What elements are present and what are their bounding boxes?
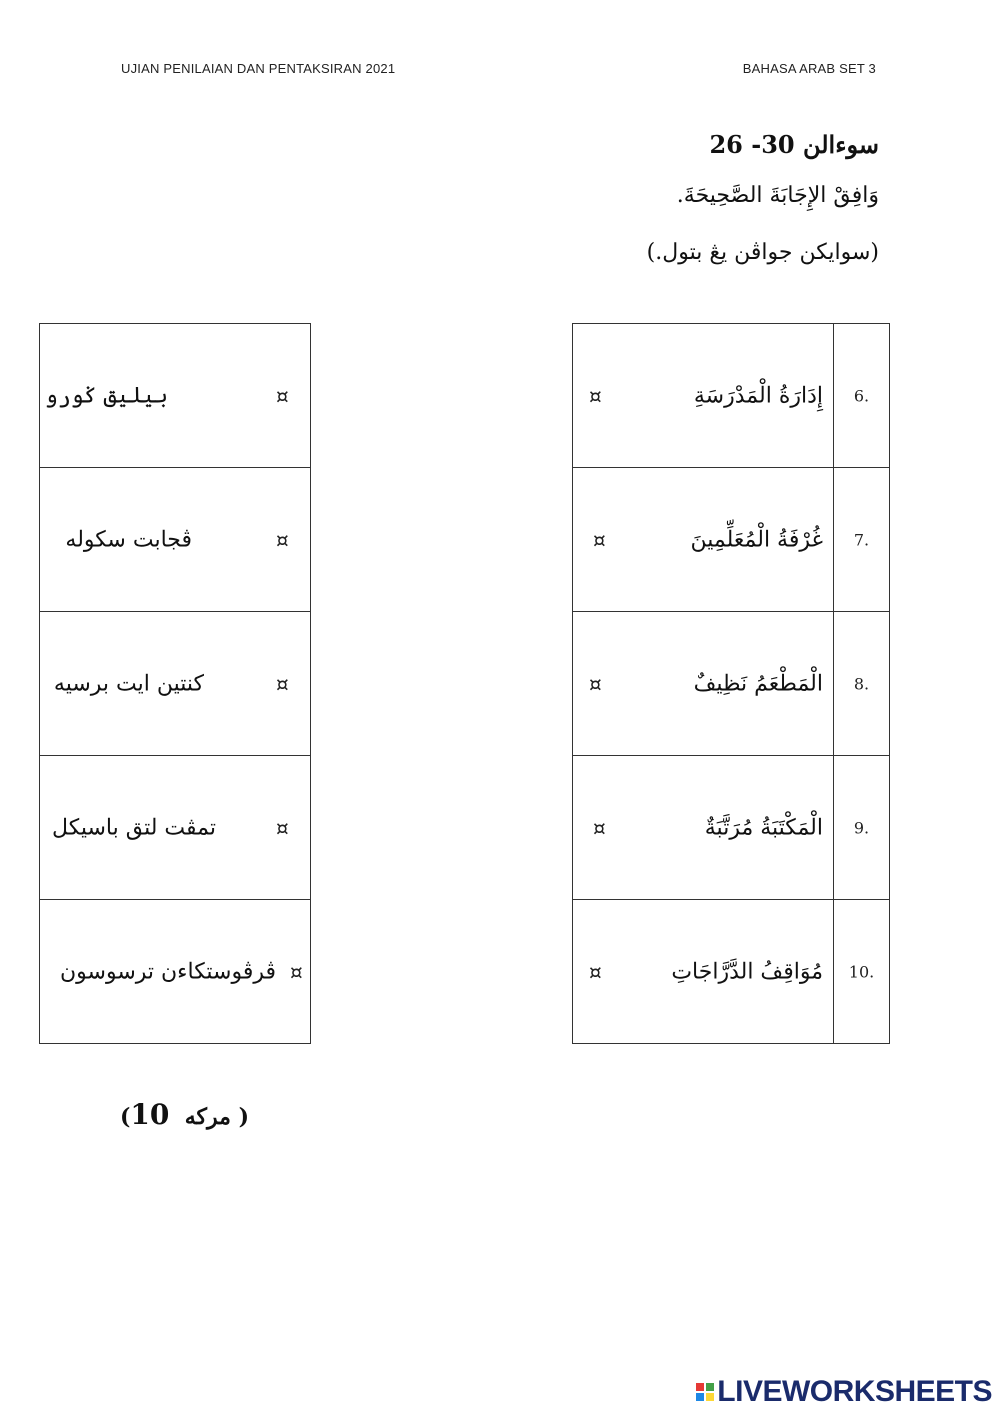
option-text: بيليق ݢورو [44, 383, 168, 408]
question-row [573, 468, 890, 612]
questions-table [572, 323, 890, 1044]
header-subject: BAHASA ARAB SET 3 [742, 61, 876, 76]
question-number: 7. [853, 530, 870, 549]
option-row [40, 612, 311, 756]
question-number-cell [834, 612, 890, 756]
question-title: سوءالن 30- 26 [709, 130, 879, 159]
question-cell[interactable] [573, 612, 834, 756]
logo-square-yellow [706, 1393, 714, 1401]
match-dot-icon[interactable]: ¤ [276, 671, 289, 696]
options-table [39, 323, 311, 1044]
question-number: 8. [853, 674, 870, 693]
question-row [573, 612, 890, 756]
question-cell[interactable] [573, 756, 834, 900]
question-number: 6. [853, 386, 870, 405]
total-marks [120, 1098, 249, 1131]
question-row [573, 900, 890, 1044]
question-word: الْمَكْتَبَةُ مُرَتَّبَةٌ [704, 815, 823, 840]
question-number-cell [834, 900, 890, 1044]
liveworksheets-icon [696, 1383, 714, 1401]
question-word: مُوَاقِفُ الدَّرَّاجَاتِ [671, 959, 823, 984]
option-text: کنتين ايت برسيه [53, 671, 204, 696]
match-dot-icon[interactable]: ¤ [276, 527, 289, 552]
question-word: إِدَارَةُ الْمَدْرَسَةِ [693, 383, 823, 408]
option-cell[interactable] [40, 468, 311, 612]
option-row [40, 900, 311, 1044]
option-row [40, 468, 311, 612]
option-row [40, 756, 311, 900]
question-number: 9. [853, 818, 870, 837]
option-row [40, 324, 311, 468]
question-number-cell [834, 756, 890, 900]
option-text: ڤجابت سکوله [65, 527, 192, 552]
question-cell[interactable] [573, 468, 834, 612]
question-instruction: وَافِقْ الإِجَابَةَ الصَّحِيحَةَ. [676, 183, 879, 208]
question-cell[interactable] [573, 324, 834, 468]
match-dot-icon[interactable]: ¤ [276, 815, 289, 840]
match-dot-icon[interactable]: ¤ [290, 959, 303, 984]
question-row [573, 324, 890, 468]
logo-square-blue [696, 1393, 704, 1401]
option-text: ڤرڤوستکاءن ترسوسون [60, 959, 276, 984]
option-cell[interactable] [40, 612, 311, 756]
match-dot-icon[interactable]: ¤ [276, 383, 289, 408]
logo-square-green [706, 1383, 714, 1391]
marks-open-paren: ( [120, 1104, 131, 1130]
question-row [573, 756, 890, 900]
question-number-cell [834, 324, 890, 468]
question-word: غُرْفَةُ الْمُعَلِّمِينَ [690, 527, 823, 552]
liveworksheets-logo [696, 1375, 992, 1409]
header-exam-title: UJIAN PENILAIAN DAN PENTAKSIRAN 2021 [121, 61, 396, 76]
logo-square-red [696, 1383, 704, 1391]
match-dot-icon[interactable]: ¤ [593, 527, 606, 552]
option-text: تمڤت لتق باسيکل [52, 815, 216, 840]
match-dot-icon[interactable]: ¤ [589, 671, 602, 696]
question-word: الْمَطْعَمُ نَظِيفٌ [693, 671, 823, 696]
question-number-cell [834, 468, 890, 612]
option-cell[interactable] [40, 756, 311, 900]
option-cell[interactable] [40, 900, 311, 1044]
match-dot-icon[interactable]: ¤ [593, 815, 606, 840]
question-number: 10. [848, 962, 875, 981]
question-cell[interactable] [573, 900, 834, 1044]
question-note: (سوايكن جواڤن يڠ بتول.) [646, 240, 879, 265]
marks-close-paren: ) [230, 1104, 249, 1130]
match-dot-icon[interactable]: ¤ [589, 959, 602, 984]
marks-label: مركه [184, 1104, 231, 1130]
liveworksheets-wordmark: LIVEWORKSHEETS [717, 1375, 992, 1408]
marks-value: 10 [130, 1098, 170, 1131]
match-dot-icon[interactable]: ¤ [589, 383, 602, 408]
option-cell[interactable] [40, 324, 311, 468]
